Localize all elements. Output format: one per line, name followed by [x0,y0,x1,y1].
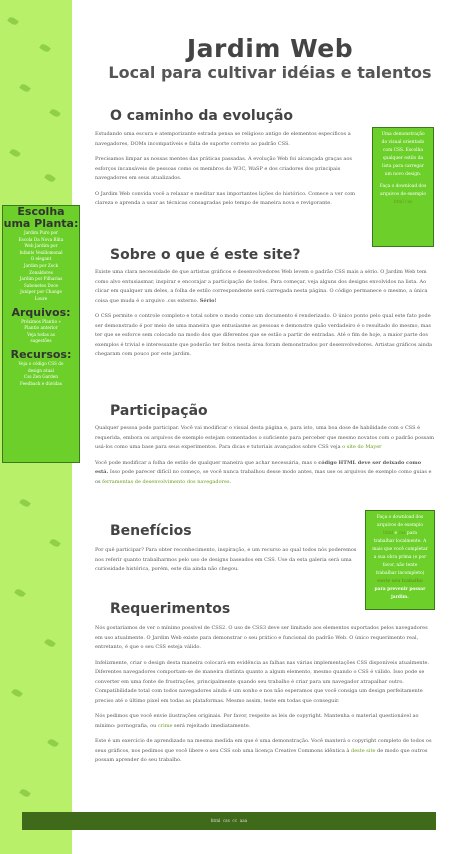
plant-link[interactable]: Jardim por Zock [23,262,59,268]
download-box: Faça o download dos arquivos de exemplo html e css para trabalhar localmente. A mais que você completar a sua obra prima (e por favor, não tente trabalhar incompleto) envie seu trabalho para prevenir possar jardim. [365,510,435,610]
resource-link[interactable]: Css Zen Garden [24,374,58,380]
section-participacao-text [95,424,435,493]
leaf-decoration [44,173,56,184]
sidebar-resources-title: Recursos: [10,347,72,361]
paragraph: Infelizmente, criar o design desta maneira colocará em evidência as falhas nas várias implementações CSS disponíveis atualmente. Diferentes navegadores comportam-se de maneira distinta quanto a algum elemento, mesmo quando o CSS é válido. Isso pode se converter em uma fonte de frustrações, principalmente quando seu trabalho é criar para um navegador atrapalhar outro. Compatibilidade total com todos navegadores ainda é um sonho e nos não esperamos que você consiga um design perfeitamente preciso até o último pixel em todas as plataformas. Mesmo assim, teste em todas que conseguir. [95,659,430,704]
archive-link[interactable]: Próximos Plantio » [21,318,61,324]
paragraph: Estudando uma escura e atemporizante estrada pensa se religioso antigo de elementos específicos a navegadores, DOMs incompatíveis e falta de suporte correto ao padrão CSS. [95,131,351,147]
archive-link[interactable]: Veja todas as [27,331,55,337]
leaf-decoration [7,16,19,27]
leaf-decoration [39,43,51,54]
page-header [90,35,450,83]
section-caminho-text [95,130,365,215]
paragraph: Por quê participar? Para obter reconhecimento, inspiração, e um recurso ao qual todos nós poderemos nos referir quanto trabalharmos pelo uso de designs baseados em CSS. Use da esta galeria será uma curiosidade histórica, porém, este dia ainda não chegou. [95,547,357,572]
demo-info-text: Uma demonstração do visual orientado com CSS. Escolha qualquer estilo da lista para carregar um novo design. [381,132,425,177]
html-download-link[interactable]: html [382,531,394,536]
dev-tools-link[interactable]: ferramentas de desenvolvimento dos navegadores. [102,478,232,485]
paragraph: Nós gostaríamos de ver o mínimo possível de CSS2. O uso de CSS3 deve ser limitado aos elementos suportados pelos navegadores em uso atualmente. O Jardim Web existe para demonstrar o seu prático e funcional do padrão Web. O único requerimento real, entretanto, é que o seu CSS esteja válido. [95,625,428,650]
section-sobre-text [95,268,435,366]
plant-link[interactable]: Escola Da Nova Blita [18,236,64,242]
plant-link[interactable]: Sabonetes Doce [23,282,59,288]
section-title-sobre: Sobre o que é este site? [110,247,301,263]
sidebar [2,205,80,463]
plant-link[interactable]: Loure [34,295,48,301]
demo-info-box [372,127,434,247]
plant-link[interactable]: Infants Vexillomonal [19,249,63,255]
section-beneficios-text [95,546,357,581]
section-requerimentos-text [95,624,435,772]
archive-link[interactable]: sugestões [30,338,52,344]
leaf-decoration [19,83,31,94]
paragraph: Existe uma clara necessidade de que artistas gráficos e desenvolvedores Web levem o padrão CSS mais a sério. O Jardim Web tem como alvo entusiasmar, inspirar e encorajar a participação de todos. Para começar, veja alguns dos designs envolvidos na lista. Ao clicar em qualquer um deles, a folha de estilo correspondente será carregada nesta página. O código permanece o mesmo, a única coisa que muda é o arquivo .css externo. Sério! [95,269,428,304]
plant-link[interactable]: Jardim por Pilharias [19,276,63,282]
paragraph: Qualquer pessoa pode participar. Você vai modificar o visual desta página e, para isto, uma boa dose de habilidade com o CSS é requerida, embora os arquivos de exemplo estejam comentados o suficiente para perceber que mesmo novatos com o padrão possam usá-los como uma base para seus experimentos. Para dicas e tutoriais avançados sobre CSS veja o site do Mayer [95,425,434,450]
section-title-caminho: O caminho da evolução [110,108,294,124]
leaf-decoration [14,588,26,599]
leaf-decoration [44,638,56,649]
send-work-link[interactable]: envie seu trabalho [377,579,423,584]
archive-link[interactable]: Plantio anterior [24,325,58,331]
leaf-decoration [11,688,23,699]
resource-link[interactable]: Feedback e dúvidas [20,380,62,386]
css-download-link[interactable]: css [398,531,406,536]
footer-link-html[interactable]: html [210,818,221,823]
leaf-decoration [47,738,59,749]
footer [22,812,436,830]
leaf-decoration [49,108,61,119]
plant-link[interactable]: O elegant [30,256,52,262]
plant-link[interactable]: Web Jardim por [24,243,58,249]
resource-link[interactable]: design atual [27,367,55,373]
section-title-participacao: Participação [110,403,208,419]
plant-list [3,230,79,303]
section-title-requerimentos: Requerimentos [110,601,231,617]
plant-link[interactable]: Juniper por Change [20,289,62,295]
leaf-decoration [9,148,21,159]
paragraph: Este é um exercício de aprendizado na mesma medida em que é uma demonstração. Você manterá o copyright completo de todos os seus gráficos, nos pedimos que você libere o seu CSS sob uma licença Creative Commons idêntica à deste site de modo que outros possam aprender do seu trabalho. [95,738,432,763]
section-title-beneficios: Benefícios [110,523,192,539]
sidebar-plant-title: Escolha uma Planta: [3,205,79,230]
footer-link-aaa[interactable]: aaa [239,818,248,823]
page-title: Jardim Web [186,34,354,63]
mayer-link[interactable]: o site do Mayer [342,444,382,450]
css-download-link[interactable]: css [405,200,413,205]
html-download-link[interactable]: html [393,200,404,205]
license-link[interactable]: deste site [351,747,376,754]
resource-link[interactable]: Veja o código CSS do [18,360,64,366]
paragraph: Nós pedimos que você envie ilustrações originais. Por favor, respeite as leis de copyright. Mantenha o material questionável ao mínimo: pornografia, ou crime será rejeitado imediatamente. [95,713,419,729]
page-subtitle: Local para cultivar idéias e talentos [108,63,432,82]
paragraph: O Jardim Web convida você a relaxar e meditar nas importantes lições do histórico. Comece a ver com clareza e aprenda a usar as técnicas consagradas pelo tempo de maneira nova e revigorante. [95,190,356,206]
leaf-decoration [49,538,61,549]
footer-link-css[interactable]: css [223,818,230,823]
leaf-decoration [19,498,31,509]
paragraph: Você pode modificar a folha de estilo de qualquer maneira que achar necessária, mas o código HTML deve ser deixado como está. Isso pode parecer difícil no começo, se você nunca trabalhou desse modo antes, mas use os arquivos de exemplo como guias e os ferramentas de desenvolvimento dos navegadores. [95,459,432,485]
paragraph: O CSS permite o controle completo e total sobre o modo como um documento é renderizado. O único ponto pelo qual este fato pode ser demonstrado é por meio de uma maneira que entusiasme as pessoas e demonstre quão verdadeiro é o resultado do mesmo, mas ter que se esforce sem colocado na modo dos que diferentes que se estão a partir de entradas. Até o fim de hoje, a maior parte dos exemplos é trivial e interessante que poderão ter feitos nesta área foram demonstrados por desenvolvedores. Artistas gráficos ainda chegaram com pouco por este jardim. [95,313,433,357]
crime-link[interactable]: crime [157,722,173,729]
footer-link-cc[interactable]: cc [232,818,238,823]
plant-link[interactable]: Jardim Puro por [23,230,59,235]
plant-link[interactable]: Zonaldores [29,269,53,275]
paragraph: Precisamos limpar as nossas mentes das práticas passadas. A evolução Web foi alcançada graças aos esforços incansáveis de pessoas como os membros do W3C, WaSP e dos criadores dos principais navegadores em seus atualizados. [95,156,352,181]
sidebar-archive-title: Arquivos: [11,305,71,319]
demo-download-text: Faça o download dos arquivos de exemplo html css [379,184,427,205]
leaf-decoration [19,788,31,799]
